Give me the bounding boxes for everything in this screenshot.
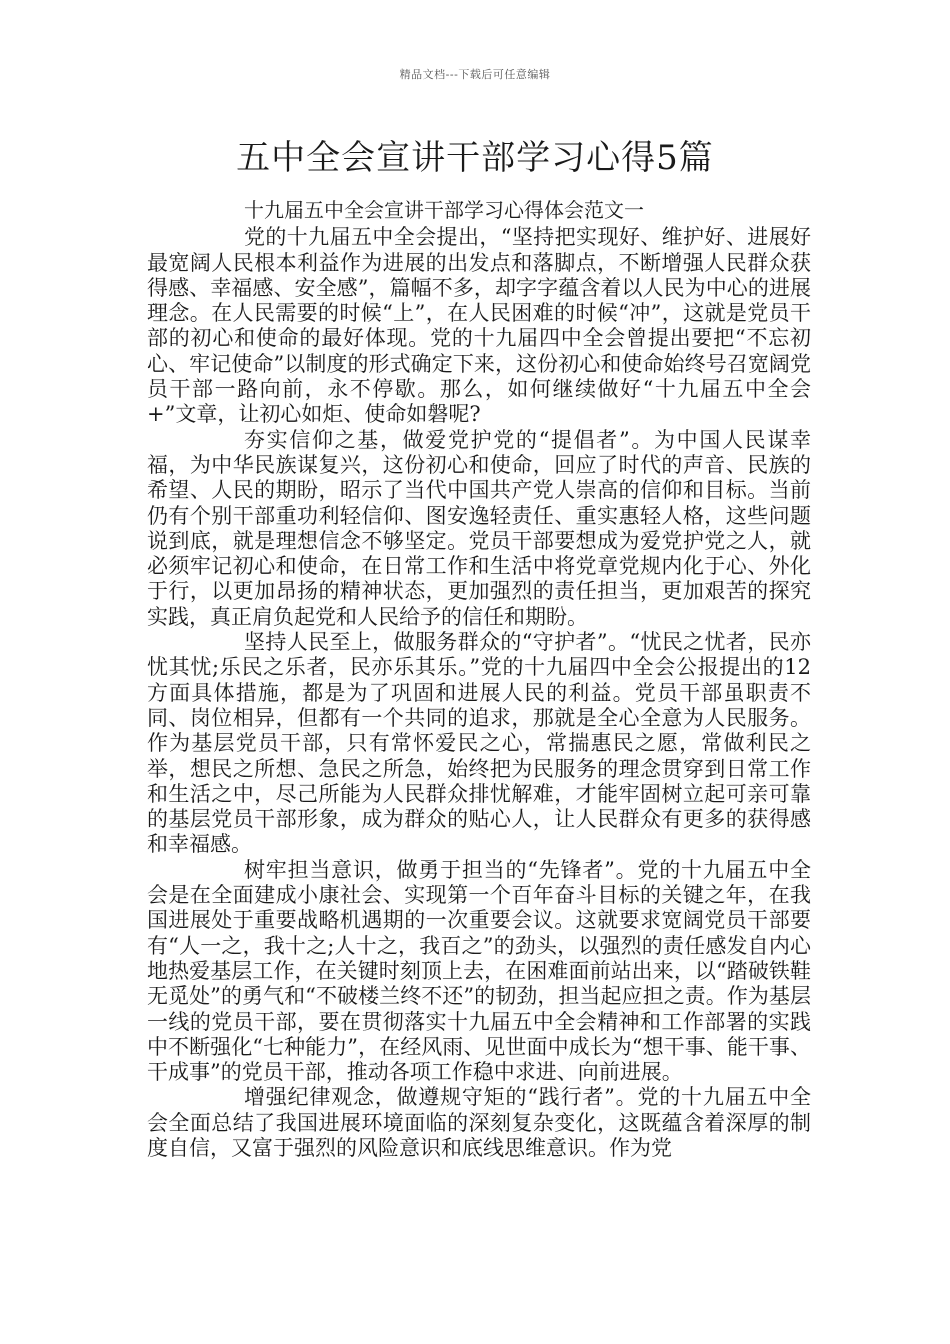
paragraph-3: 坚持人民至上，做服务群众的“守护者”。“忧民之忧者，民亦忧其忧;乐民之乐者，民亦乐其乐。”党的十九届四中全会公报提出的12方面具体措施，都是为了巩固和进展人民的利益。党员干部虽职责不同、岗位相异，但都有一个共同的追求，那就是全心全意为人民服务。作为基层党员干部，只有常怀爱民之心，常揣惠民之愿，常做利民之举，想民之所想、急民之所急，始终把为民服务的理念贯穿到日常工作和生活之中，尽己所能为人民群众排忧解难，才能牢固树立起可亲可靠的基层党员干部形象，成为群众的贴心人，让人民群众有更多的获得感和幸福感。 bbox=[147, 630, 811, 857]
document-body bbox=[147, 198, 811, 1161]
paragraph-4: 树牢担当意识，做勇于担当的“先锋者”。党的十九届五中全会是在全面建成小康社会、实现第一个百年奋斗目标的关键之年，在我国进展处于重要战略机遇期的一次重要会议。这就要求宽阔党员干部要有“人一之，我十之;人十之，我百之”的劲头，以强烈的责任感发自内心地热爱基层工作，在关键时刻顶上去，在困难面前站出来，以“踏破铁鞋无觅处”的勇气和“不破楼兰终不还”的韧劲，担当起应担之责。作为基层一线的党员干部，要在贯彻落实十九届五中全会精神和工作部署的实践中不断强化“七种能力”，在经风雨、见世面中成长为“想干事、能干事、干成事”的党员干部，推动各项工作稳中求进、向前进展。 bbox=[147, 857, 811, 1085]
header-note: 精品文档---下载后可任意编辑 bbox=[399, 68, 551, 81]
document-title: 五中全会宣讲干部学习心得5篇 bbox=[236, 138, 714, 178]
paragraph-2: 夯实信仰之基，做爱党护党的“提倡者”。为中国人民谋幸福，为中华民族谋复兴，这份初心和使命，回应了时代的声音、民族的希望、人民的期盼，昭示了当代中国共产党人崇高的信仰和目标。当前仍有个别干部重功利轻信仰、图安逸轻责任、重实惠轻人格，这些问题说到底，就是理想信念不够坚定。党员干部要想成为爱党护党之人，就必须牢记初心和使命，在日常工作和生活中将党章党规内化于心、外化于行，以更加昂扬的精神状态，更加强烈的责任担当，更加艰苦的探究实践，真正肩负起党和人民给予的信任和期盼。 bbox=[147, 427, 811, 629]
paragraph-5: 增强纪律观念，做遵规守矩的“践行者”。党的十九届五中全会全面总结了我国进展环境面临的深刻复杂变化，这既蕴含着深厚的制度自信，又富于强烈的风险意识和底线思维意识。作为党 bbox=[147, 1085, 811, 1160]
paragraph-1: 党的十九届五中全会提出，“坚持把实现好、维护好、进展好最宽阔人民根本利益作为进展的出发点和落脚点，不断增强人民群众获得感、幸福感、安全感”，篇幅不多，却字字蕴含着以人民为中心的进展理念。在人民需要的时候“上”，在人民困难的时候“冲”，这就是党员干部的初心和使命的最好体现。党的十九届四中全会曾提出要把“不忘初心、牢记使命”以制度的形式确定下来，这份初心和使命始终号召宽阔党员干部一路向前，永不停歇。那么，如何继续做好“十九届五中全会+”文章，让初心如炬、使命如磐呢? bbox=[147, 225, 811, 427]
document-subtitle: 十九届五中全会宣讲干部学习心得体会范文一 bbox=[244, 198, 644, 222]
